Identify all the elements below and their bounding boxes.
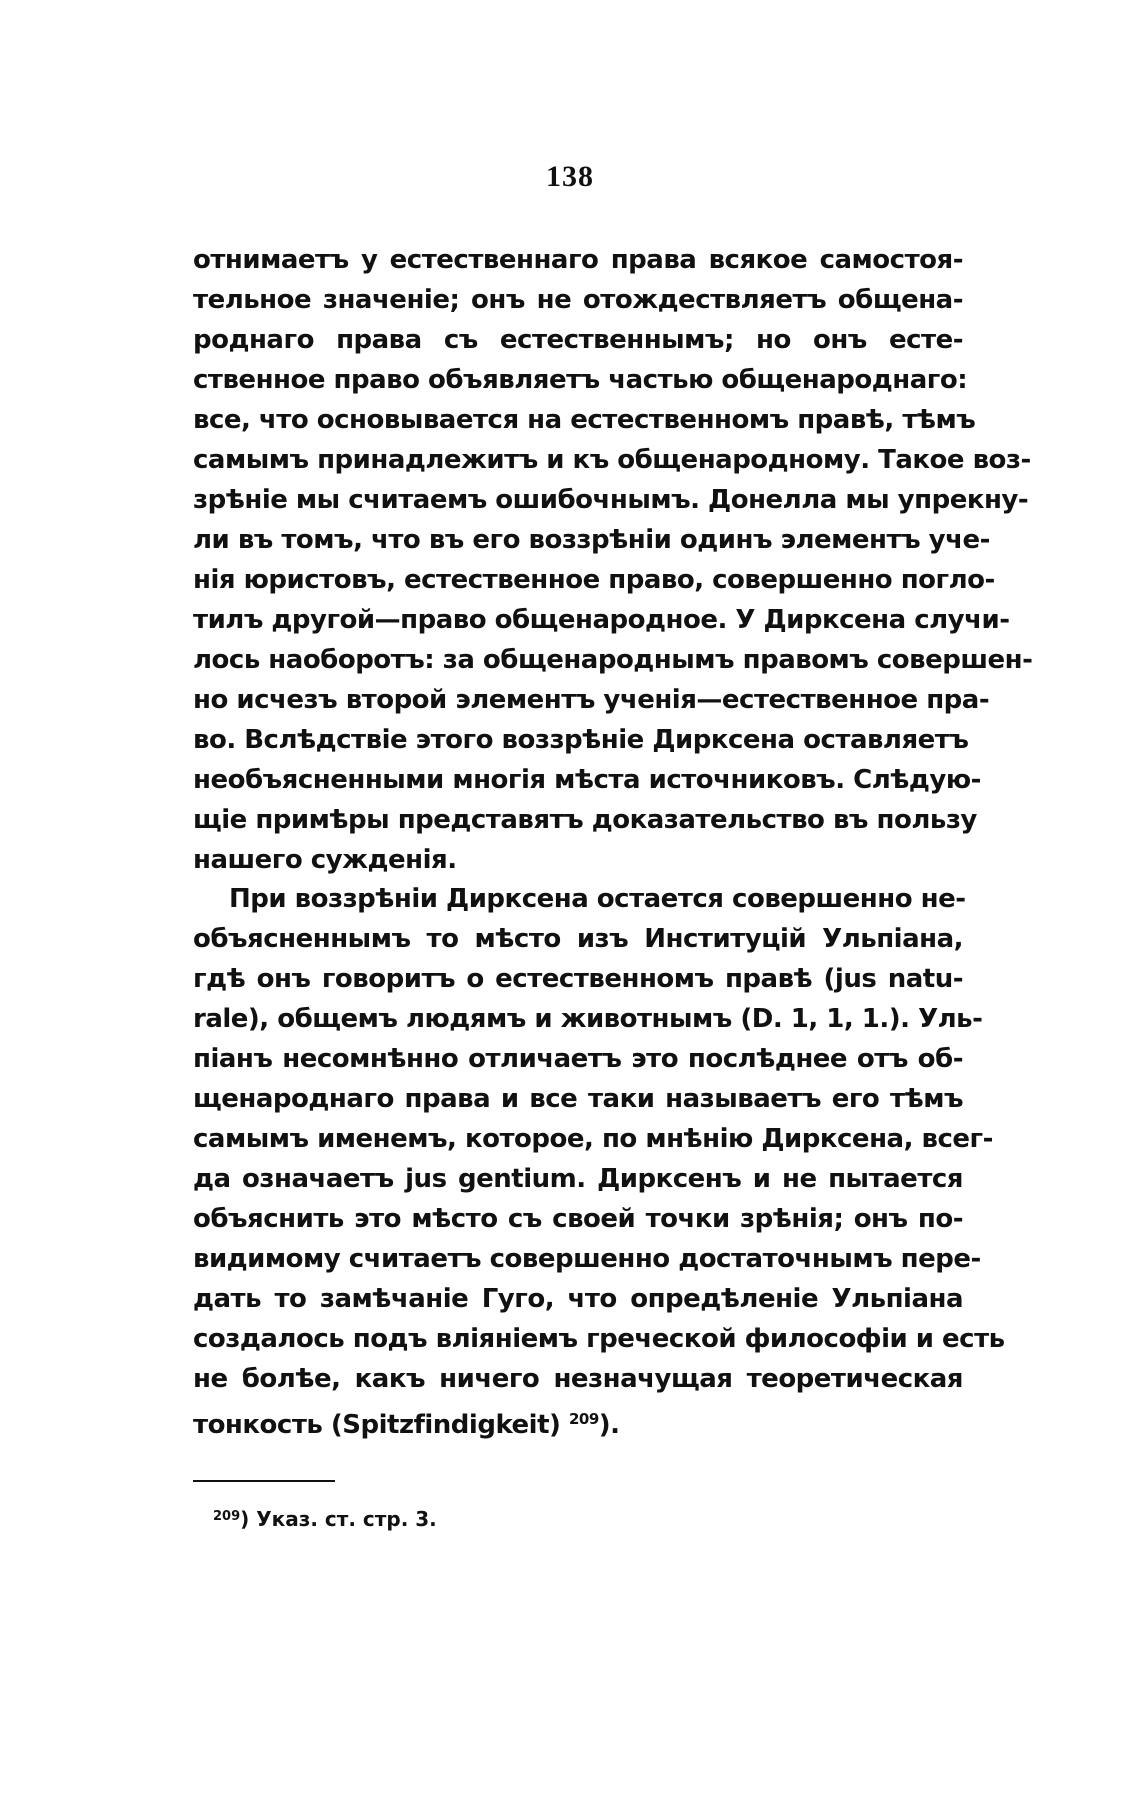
text-line: самымъ именемъ, которое, по мнѣнію Дирксена, всег- bbox=[193, 1124, 993, 1154]
text-line: самымъ принадлежитъ и къ общенародному. Такое воз- bbox=[193, 445, 1031, 475]
text-line: не болѣе, какъ ничего незначущая теоретическая bbox=[193, 1364, 963, 1394]
footnote-reference[interactable]: 209 bbox=[568, 1410, 599, 1428]
footnote-number: 209 bbox=[213, 1509, 241, 1524]
footnote bbox=[213, 1502, 437, 1534]
page-number: 138 bbox=[546, 160, 594, 193]
text-line: тельное значеніе; онъ не отождествляетъ общена- bbox=[193, 285, 963, 315]
footnote-divider bbox=[193, 1480, 335, 1482]
text-line: піанъ несомнѣнно отличаетъ это послѣднее отъ об- bbox=[193, 1044, 963, 1074]
text-line-last bbox=[193, 1399, 963, 1439]
text-line: щіе примѣры представятъ доказательство въ пользу bbox=[193, 805, 977, 835]
text-line: дать то замѣчаніе Гуго, что опредѣленіе Ульпіана bbox=[193, 1284, 963, 1314]
text-line: во. Вслѣдствіе этого воззрѣніе Дирксена оставляетъ bbox=[193, 725, 969, 755]
text-line: лось наоборотъ: за общенароднымъ правомъ совершен- bbox=[193, 645, 1033, 675]
last-line-text: тонкость (Spitzfindigkeit) bbox=[193, 1410, 561, 1440]
text-line: нашего сужденія. bbox=[193, 845, 457, 875]
text-line: ственное право объявляетъ частью общенароднаго: bbox=[193, 365, 968, 395]
text-line: ли въ томъ, что въ его воззрѣніи одинъ элементъ уче- bbox=[193, 525, 990, 555]
text-line: тилъ другой—право общенародное. У Дирксена случи- bbox=[193, 605, 1010, 635]
text-line: нія юристовъ, естественное право, совершенно погло- bbox=[193, 565, 995, 595]
text-line: но исчезъ второй элементъ ученія—естественное пра- bbox=[193, 685, 990, 715]
last-line-end: ). bbox=[598, 1410, 620, 1440]
text-line: объяснить это мѣсто съ своей точки зрѣнія; онъ по- bbox=[193, 1204, 963, 1234]
text-line: создалось подъ вліяніемъ греческой философіи и есть bbox=[193, 1324, 1005, 1354]
text-line: роднаго права съ естественнымъ; но онъ есте- bbox=[193, 325, 963, 355]
text-line: отнимаетъ у естественнаго права всякое самостоя- bbox=[193, 245, 963, 275]
text-line: rale), общемъ людямъ и животнымъ (D. 1, 1, 1.). Уль- bbox=[193, 1004, 983, 1034]
paragraph-1 bbox=[193, 240, 1033, 880]
paragraph-2 bbox=[193, 879, 1005, 1440]
text-line: При воззрѣніи Дирксена остается совершенно не- bbox=[229, 884, 966, 914]
footnote-text: ) Указ. ст. стр. 3. bbox=[240, 1507, 437, 1531]
text-line: гдѣ онъ говоритъ о естественномъ правѣ (jus natu- bbox=[193, 964, 963, 994]
text-line: щенароднаго права и все таки называетъ его тѣмъ bbox=[193, 1084, 963, 1114]
text-line: необъясненными многія мѣста источниковъ. Слѣдую- bbox=[193, 765, 981, 795]
text-line: объясненнымъ то мѣсто изъ Институцій Ульпіана, bbox=[193, 924, 963, 954]
text-line: видимому считаетъ совершенно достаточнымъ пере- bbox=[193, 1244, 981, 1274]
text-line: все, что основывается на естественномъ правѣ, тѣмъ bbox=[193, 405, 976, 435]
text-line: зрѣніе мы считаемъ ошибочнымъ. Донелла мы упрекну- bbox=[193, 485, 1029, 515]
text-line: да означаетъ jus gentium. Дирксенъ и не пытается bbox=[193, 1164, 963, 1194]
